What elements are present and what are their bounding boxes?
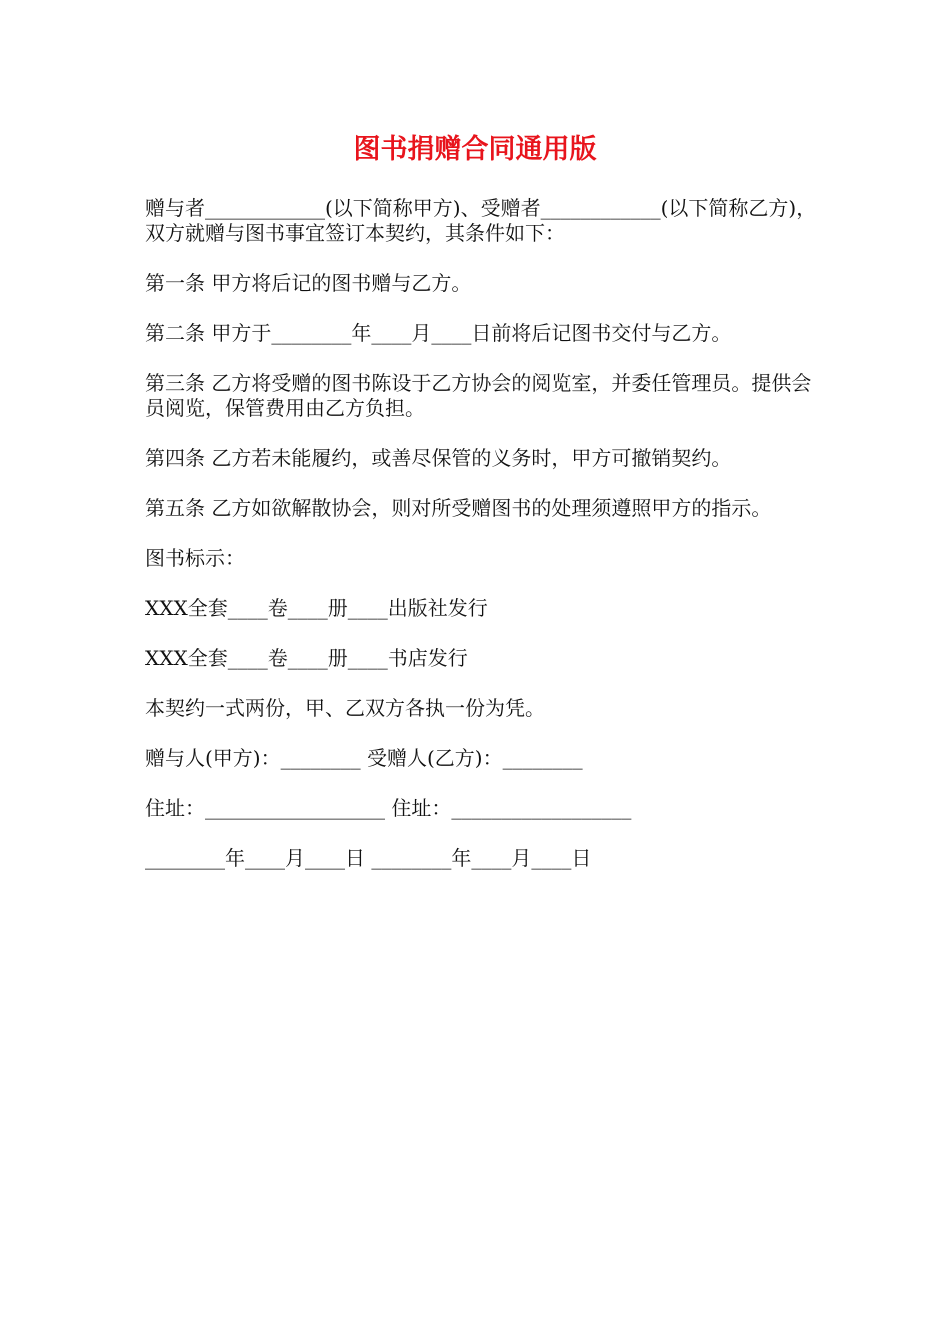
signature-line: 赠与人(甲方)：________ 受赠人(乙方)：________ — [145, 746, 583, 770]
book-list-heading: 图书标示： — [145, 546, 245, 570]
copies-clause: 本契约一式两份，甲、乙双方各执一份为凭。 — [145, 696, 545, 720]
article-3: 第三条 乙方将受赠的图书陈设于乙方协会的阅览室，并委任管理员。提供会员阅览，保管费用由乙方负担。 — [145, 371, 812, 420]
document-body — [145, 196, 825, 896]
address-line: 住址：__________________ 住址：__________________ — [145, 796, 632, 820]
intro-paragraph: 赠与者____________(以下简称甲方)、受赠者____________(以下简称乙方)，双方就赠与图书事宜签订本契约，其条件如下： — [145, 196, 817, 245]
book-list-item: XXX全套____卷____册____出版社发行 — [145, 596, 488, 620]
date-line: ________年____月____日 ________年____月____日 — [145, 846, 592, 870]
document-title: 图书捐赠合同通用版 — [353, 134, 597, 165]
article-4: 第四条 乙方若未能履约，或善尽保管的义务时，甲方可撤销契约。 — [145, 446, 732, 470]
article-5: 第五条 乙方如欲解散协会，则对所受赠图书的处理须遵照甲方的指示。 — [145, 496, 772, 520]
article-1: 第一条 甲方将后记的图书赠与乙方。 — [145, 271, 472, 295]
book-list-item: XXX全套____卷____册____书店发行 — [145, 646, 468, 670]
article-2: 第二条 甲方于________年____月____日前将后记图书交付与乙方。 — [145, 321, 732, 345]
